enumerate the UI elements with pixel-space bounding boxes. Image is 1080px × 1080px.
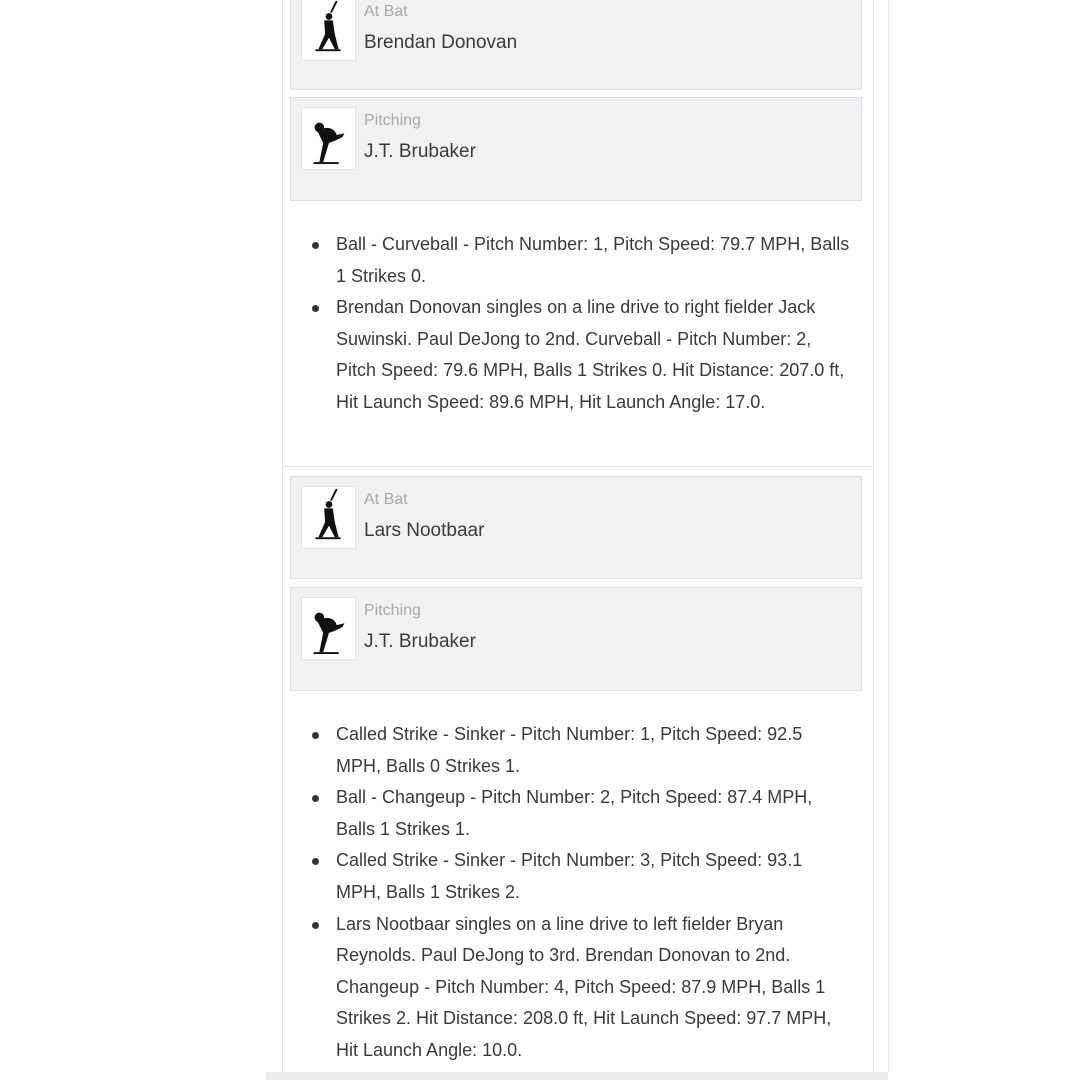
batter-role-label: At Bat: [364, 491, 408, 508]
pitcher-silhouette-icon: [301, 597, 356, 660]
pitch-event: Called Strike - Sinker - Pitch Number: 1, Pitch Speed: 92.5 MPH, Balls 0 Strikes 1.: [336, 719, 850, 782]
pitcher-name: J.T. Brubaker: [364, 631, 476, 652]
pitcher-role-label: Pitching: [364, 602, 421, 619]
pitcher-silhouette-icon: [301, 107, 356, 170]
batter-role-label: At Bat: [364, 3, 408, 20]
batter-silhouette-icon: [301, 486, 356, 549]
pitch-event-list: [290, 719, 850, 1067]
pitcher-card: [290, 97, 862, 201]
at-bat-divider: [283, 466, 872, 467]
pitch-event: Lars Nootbaar singles on a line drive to left fielder Bryan Reynolds. Paul DeJong to 3rd. Brendan Donovan to 2nd. Changeup - Pitch Number: 4, Pitch Speed: 87.9 MPH, Balls 1 Strikes 2. Hit Distance: 208.0 ft, Hit Launch Speed: 97.7 MPH, Hit Launch Angle: 10.0.: [336, 909, 850, 1067]
pitch-event-list: [290, 229, 850, 419]
bottom-bar: [266, 1072, 888, 1080]
pitch-event: Ball - Curveball - Pitch Number: 1, Pitch Speed: 79.7 MPH, Balls 1 Strikes 0.: [336, 229, 850, 292]
pitcher-name: J.T. Brubaker: [364, 141, 476, 162]
pitch-event: Called Strike - Sinker - Pitch Number: 3, Pitch Speed: 93.1 MPH, Balls 1 Strikes 2.: [336, 845, 850, 908]
batter-card: [290, 476, 862, 579]
pitcher-role-label: Pitching: [364, 112, 421, 129]
batter-card: [290, 0, 862, 90]
batter-silhouette-icon: [301, 0, 356, 61]
pitch-event: Brendan Donovan singles on a line drive to right fielder Jack Suwinski. Paul DeJong to 2nd. Curveball - Pitch Number: 2, Pitch Speed: 79.6 MPH, Balls 1 Strikes 0. Hit Distance: 207.0 ft, Hit Launch Speed: 89.6 MPH, Hit Launch Angle: 17.0.: [336, 292, 850, 418]
batter-name: Lars Nootbaar: [364, 520, 485, 541]
batter-name: Brendan Donovan: [364, 32, 518, 53]
pitcher-card: [290, 587, 862, 691]
pitch-event: Ball - Changeup - Pitch Number: 2, Pitch Speed: 87.4 MPH, Balls 1 Strikes 1.: [336, 782, 850, 845]
